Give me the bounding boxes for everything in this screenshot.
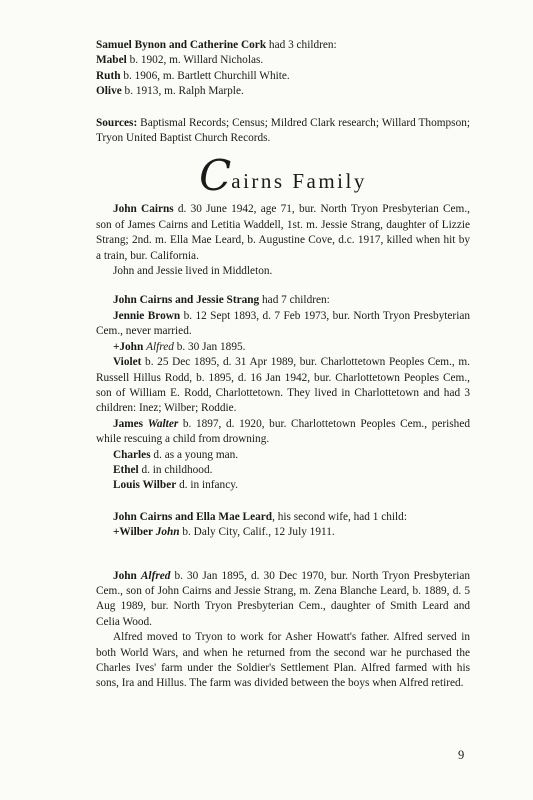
child-entry-charles xyxy=(96,448,470,463)
page-number: 9 xyxy=(458,748,465,762)
person-details: d. 30 June 1942, age 71, bur. North Tryon Presbyterian Cem., son of James Cairns and Letitia Waddell, 1st. m. Jessie Strang, daughter of Lizzie Strang; 2nd. m. Ella Mae Leard, b. Augustine Cove, d.c. 1917, killed when hit by a train, bur. California. xyxy=(96,203,470,262)
child-entry-violet xyxy=(96,355,470,417)
child-middle-name: John xyxy=(155,526,180,539)
child-entry-james xyxy=(96,417,470,448)
child-details: b. 30 Jan 1895. xyxy=(173,340,246,353)
child-details: d. as a young man. xyxy=(150,448,239,461)
child-name: Violet xyxy=(112,356,142,369)
sources-paragraph xyxy=(96,116,470,147)
child-details: b. 1906, m. Bartlett Churchill White. xyxy=(120,69,290,82)
section-heading xyxy=(96,151,470,201)
alfred-entry xyxy=(96,569,470,631)
person-name: John Cairns xyxy=(112,203,174,216)
ella-children-intro xyxy=(96,510,470,525)
child-name: Ruth xyxy=(96,69,121,82)
parents-names: Samuel Bynon and Catherine Cork xyxy=(96,39,267,51)
child-entry-louis xyxy=(96,478,470,493)
child-name: Ethel xyxy=(112,463,139,476)
john-cairns-entry xyxy=(96,202,470,264)
bynon-intro xyxy=(96,38,470,53)
child-entry-ruth xyxy=(96,69,470,84)
child-details: b. Daly City, Calif., 12 July 1911. xyxy=(179,526,335,539)
child-name: Jennie Brown xyxy=(112,309,181,322)
sources-text: Baptismal Records; Census; Mildred Clark research; Willard Thompson; Tryon United Baptist Church Records. xyxy=(96,116,470,145)
child-name: Charles xyxy=(112,448,151,461)
residence-note: John and Jessie lived in Middleton. xyxy=(112,265,273,278)
intro-rest: had 3 children: xyxy=(266,39,337,51)
heading-initial: C xyxy=(199,151,232,201)
child-details: b. 1902, m. Willard Nicholas. xyxy=(126,54,264,67)
child-entry-john-alfred xyxy=(96,340,470,355)
child-details: b. 25 Dec 1895, d. 31 Apr 1989, bur. Charlottetown Peoples Cem., m. Russell Hillus Rodd, b. 1895, d. 16 Jan 1942, bur. Charlottetown Peoples Cem., son of William E. Rodd, Charlottetown. They lived in Charlottetown and had 3 children: Inez; Wilber; Roddie. xyxy=(96,356,470,415)
child-entry-mabel xyxy=(96,53,470,68)
child-details: b. 1913, m. Ralph Marple. xyxy=(121,85,244,98)
child-entry-jennie xyxy=(96,309,470,340)
child-name: Olive xyxy=(96,85,122,98)
intro-rest: , his second wife, had 1 child: xyxy=(272,510,407,523)
parents-names: John Cairns and Ella Mae Leard xyxy=(112,510,273,523)
child-name: +Wilber xyxy=(112,526,156,539)
person-middle-name: Alfred xyxy=(140,569,171,582)
child-name: Mabel xyxy=(96,54,127,67)
child-entry-ethel xyxy=(96,463,470,478)
jessie-children-intro xyxy=(96,293,470,308)
page-body xyxy=(96,38,470,692)
sources-label: Sources: xyxy=(96,116,138,129)
child-middle-name: Alfred xyxy=(146,340,174,353)
child-details: d. in childhood. xyxy=(138,463,213,476)
intro-rest: had 7 children: xyxy=(259,294,330,307)
child-entry-olive xyxy=(96,84,470,99)
parents-names: John Cairns and Jessie Strang xyxy=(112,294,260,307)
alfred-biography: Alfred moved to Tryon to work for Asher Howatt's father. Alfred served in both World Wars, and when he returned from the second war he purchased the Charles Ives' farm under the Soldier's Settlement Plan. Alfred farmed with his sons, Ira and Hillus. The farm was divided between the boys when Alfred retired. xyxy=(96,631,470,690)
heading-title: airns Family xyxy=(231,169,367,194)
child-details: d. in infancy. xyxy=(176,479,238,492)
child-name: Louis Wilber xyxy=(112,479,177,492)
child-name: James xyxy=(112,417,148,430)
person-name: John xyxy=(112,569,141,582)
child-middle-name: Walter xyxy=(147,417,179,430)
person-details: b. 30 Jan 1895, d. 30 Dec 1970, bur. North Tryon Presbyterian Cem., son of John Cairns and Jessie Strang, m. Zena Blanche Leard, b. 1889, d. 5 Aug 1989, bur. North Tryon Presbyterian Cem., daughter of Smith Leard and Celia Wood. xyxy=(96,569,471,628)
child-details: b. 12 Sept 1893, d. 7 Feb 1973, bur. North Tryon Presbyterian Cem., never married. xyxy=(96,309,470,338)
child-details: b. 1897, d. 1920, bur. Charlottetown Peoples Cem., perished while rescuing a child from drowning. xyxy=(96,417,470,446)
child-entry-wilber xyxy=(96,525,470,540)
child-name: +John xyxy=(112,340,147,353)
